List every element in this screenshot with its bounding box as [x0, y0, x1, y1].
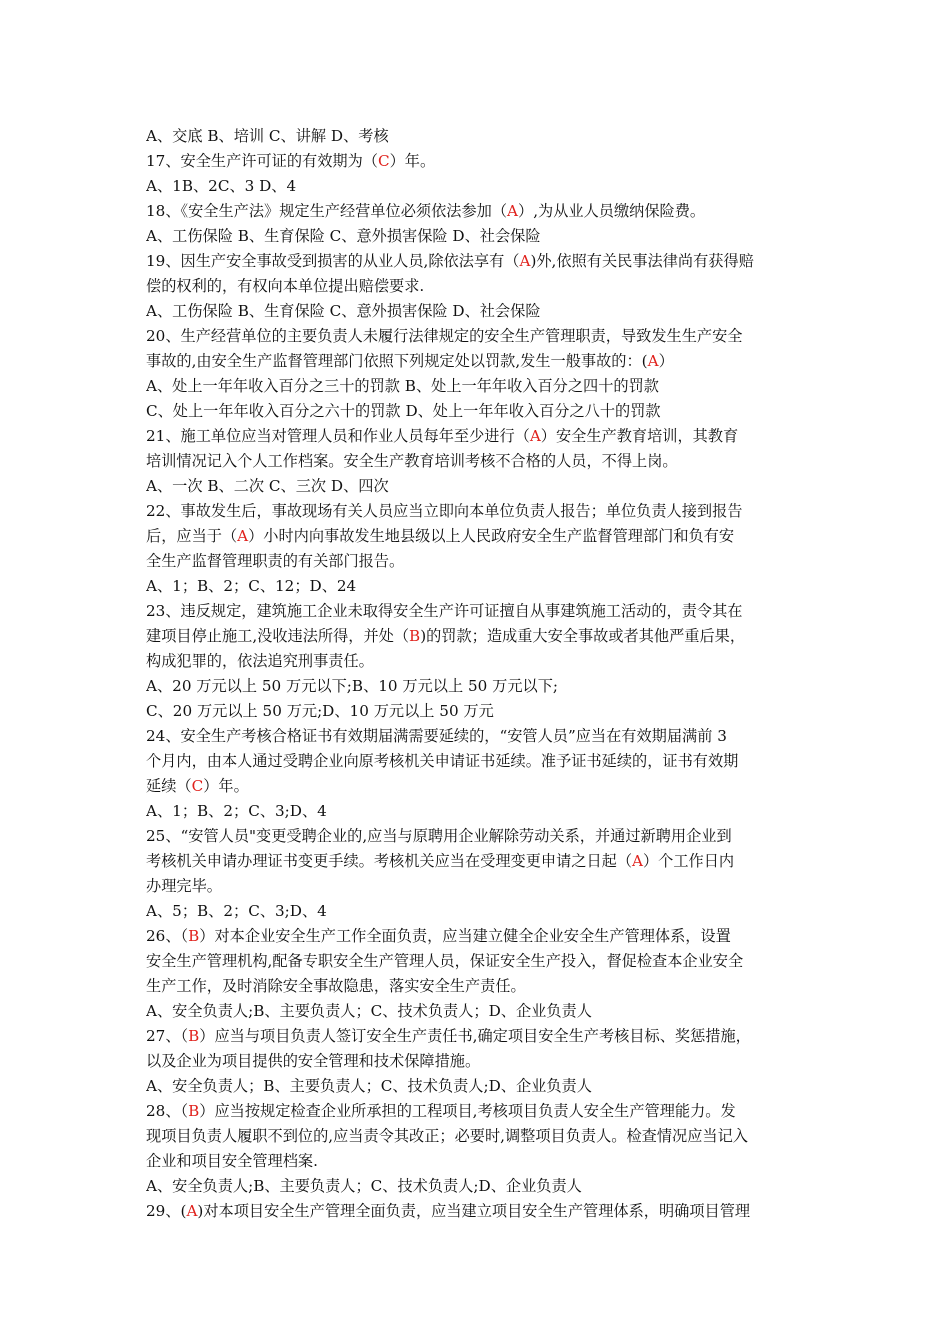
answer-mark: C — [191, 777, 204, 795]
line-text: ）年。 — [203, 777, 249, 795]
line-text: A、20 万元以上 50 万元以下;B、10 万元以上 50 万元以下; — [146, 677, 559, 695]
line-text: 建项目停止施工,没收违法所得，并处（ — [146, 627, 410, 645]
line-text: 以及企业为项目提供的安全管理和技术保障措施。 — [146, 1052, 481, 1070]
line-text: 20、生产经营单位的主要负责人未履行法律规定的安全生产管理职责，导致发生生产安全 — [146, 327, 743, 345]
text-line — [146, 874, 814, 899]
line-text: C、20 万元以上 50 万元;D、10 万元以上 50 万元 — [146, 702, 494, 720]
text-line — [146, 374, 814, 399]
answer-mark: B — [409, 627, 421, 645]
answer-mark: A — [186, 1202, 198, 1220]
line-text: A、工伤保险 B、生育保险 C、意外损害保险 D、社会保险 — [146, 302, 541, 320]
answer-mark: C — [377, 152, 390, 170]
line-text: 26、（ — [146, 927, 189, 945]
line-text: ）应当按规定检查企业所承担的工程项目,考核项目负责人安全生产管理能力。发 — [199, 1102, 736, 1120]
text-line — [146, 949, 814, 974]
text-line — [146, 299, 814, 324]
line-text: 办理完毕。 — [146, 877, 222, 895]
answer-mark: B — [188, 927, 200, 945]
document-body — [146, 124, 814, 1224]
text-line — [146, 1024, 814, 1049]
line-text: 培训情况记入个人工作档案。安全生产教育培训考核不合格的人员，不得上岗。 — [146, 452, 678, 470]
text-line — [146, 924, 814, 949]
line-text: )的罚款；造成重大安全事故或者其他严重后果， — [420, 627, 746, 645]
line-text: 延续（ — [146, 777, 192, 795]
text-line — [146, 599, 814, 624]
line-text: A、处上一年年收入百分之三十的罚款 B、处上一年年收入百分之四十的罚款 — [146, 377, 659, 395]
text-line — [146, 474, 814, 499]
answer-mark: A — [237, 527, 249, 545]
text-line — [146, 149, 814, 174]
text-line — [146, 199, 814, 224]
text-line — [146, 174, 814, 199]
line-text: 23、违反规定，建筑施工企业未取得安全生产许可证擅自从事建筑施工活动的，责令其在 — [146, 602, 743, 620]
text-line — [146, 624, 814, 649]
line-text: 事故的,由安全生产监督管理部门依照下列规定处以罚款,发生一般事故的：( — [146, 352, 648, 370]
line-text: A、安全负责人；B、主要负责人；C、技术负责人;D、企业负责人 — [146, 1077, 592, 1095]
line-text: ）小时内向事故发生地县级以上人民政府安全生产监督管理部门和负有安 — [248, 527, 735, 545]
text-line — [146, 524, 814, 549]
line-text: 构成犯罪的，依法追究刑事责任。 — [146, 652, 374, 670]
line-text: A、工伤保险 B、生育保险 C、意外损害保险 D、社会保险 — [146, 227, 541, 245]
line-text: 后，应当于（ — [146, 527, 238, 545]
text-line — [146, 724, 814, 749]
text-line — [146, 799, 814, 824]
text-line — [146, 974, 814, 999]
line-text: 21、施工单位应当对管理人员和作业人员每年至少进行（ — [146, 427, 530, 445]
text-line — [146, 424, 814, 449]
text-line — [146, 1149, 814, 1174]
line-text: 24、安全生产考核合格证书有效期届满需要延续的，“安管人员”应当在有效期届满前 3 — [146, 727, 727, 745]
line-text: A、一次 B、二次 C、三次 D、四次 — [146, 477, 389, 495]
line-text: 29、( — [146, 1202, 187, 1220]
text-line — [146, 224, 814, 249]
line-text: 17、安全生产许可证的有效期为（ — [146, 152, 378, 170]
text-line — [146, 249, 814, 274]
text-line — [146, 749, 814, 774]
text-line — [146, 649, 814, 674]
line-text: 18、《安全生产法》规定生产经营单位必须依法参加（ — [146, 202, 508, 220]
text-line — [146, 349, 814, 374]
text-line — [146, 1124, 814, 1149]
line-text: A、1B、2C、3 D、4 — [146, 177, 297, 195]
text-line — [146, 1099, 814, 1124]
text-line — [146, 1074, 814, 1099]
answer-mark: A — [529, 427, 541, 445]
line-text: 偿的权利的，有权向本单位提出赔偿要求. — [146, 277, 425, 295]
answer-mark: A — [519, 252, 531, 270]
text-line — [146, 1199, 814, 1224]
line-text: 现项目负责人履职不到位的,应当责令其改正；必要时,调整项目负责人。检查情况应当记入 — [146, 1127, 748, 1145]
answer-mark: A — [647, 352, 659, 370]
text-line — [146, 824, 814, 849]
answer-mark: B — [188, 1027, 200, 1045]
line-text: A、1；B、2；C、12；D、24 — [146, 577, 357, 595]
line-text: ）安全生产教育培训，其教育 — [540, 427, 739, 445]
text-line — [146, 774, 814, 799]
answer-mark: A — [507, 202, 519, 220]
line-text: ）年。 — [389, 152, 436, 170]
line-text: 全生产监督管理职责的有关部门报告。 — [146, 552, 405, 570]
text-line — [146, 499, 814, 524]
text-line — [146, 324, 814, 349]
line-text: ） — [658, 352, 674, 370]
line-text: 22、事故发生后，事故现场有关人员应当立即向本单位负责人报告；单位负责人接到报告 — [146, 502, 743, 520]
answer-mark: B — [188, 1102, 200, 1120]
line-text: ）对本企业安全生产工作全面负责，应当建立健全企业安全生产管理体系，设置 — [199, 927, 731, 945]
text-line — [146, 999, 814, 1024]
line-text: )对本项目安全生产管理全面负责，应当建立项目安全生产管理体系，明确项目管理 — [197, 1202, 751, 1220]
line-text: 28、（ — [146, 1102, 189, 1120]
text-line — [146, 1049, 814, 1074]
text-line — [146, 124, 814, 149]
line-text: 安全生产管理机构,配备专职安全生产管理人员，保证安全生产投入，督促检查本企业安全 — [146, 952, 744, 970]
line-text: 25、“安管人员"变更受聘企业的,应当与原聘用企业解除劳动关系，并通过新聘用企业到 — [146, 827, 732, 845]
line-text: 个月内，由本人通过受聘企业向原考核机关申请证书延续。准予证书延续的，证书有效期 — [146, 752, 739, 770]
text-line — [146, 899, 814, 924]
text-line — [146, 699, 814, 724]
answer-mark: A — [632, 852, 643, 870]
line-text: 考核机关申请办理证书变更手续。考核机关应当在受理变更申请之日起（ — [146, 852, 632, 870]
line-text: 27、（ — [146, 1027, 189, 1045]
line-text: A、安全负责人;B、主要负责人；C、技术负责人;D、企业负责人 — [146, 1177, 582, 1195]
text-line — [146, 274, 814, 299]
line-text: ）,为从业人员缴纳保险费。 — [518, 202, 706, 220]
line-text: )外,依照有关民事法律尚有获得赔 — [530, 252, 754, 270]
text-line — [146, 449, 814, 474]
line-text: 企业和项目安全管理档案. — [146, 1152, 318, 1170]
line-text: ）应当与项目负责人签订安全生产责任书,确定项目安全生产考核目标、奖惩措施， — [199, 1027, 751, 1045]
line-text: 生产工作，及时消除安全事故隐患，落实安全生产责任。 — [146, 977, 526, 995]
text-line — [146, 399, 814, 424]
text-line — [146, 549, 814, 574]
text-line — [146, 574, 814, 599]
line-text: 19、因生产安全事故受到损害的从业人员,除依法享有（ — [146, 252, 520, 270]
line-text: ）个工作日内 — [642, 852, 735, 870]
line-text: C、处上一年年收入百分之六十的罚款 D、处上一年年收入百分之八十的罚款 — [146, 402, 661, 420]
line-text: A、5；B、2；C、3;D、4 — [146, 902, 327, 920]
text-line — [146, 1174, 814, 1199]
line-text: A、安全负责人;B、主要负责人；C、技术负责人；D、企业负责人 — [146, 1002, 592, 1020]
text-line — [146, 674, 814, 699]
line-text: A、1；B、2；C、3;D、4 — [146, 802, 327, 820]
text-line — [146, 849, 814, 874]
line-text: A、交底 B、培训 C、讲解 D、考核 — [146, 127, 389, 145]
